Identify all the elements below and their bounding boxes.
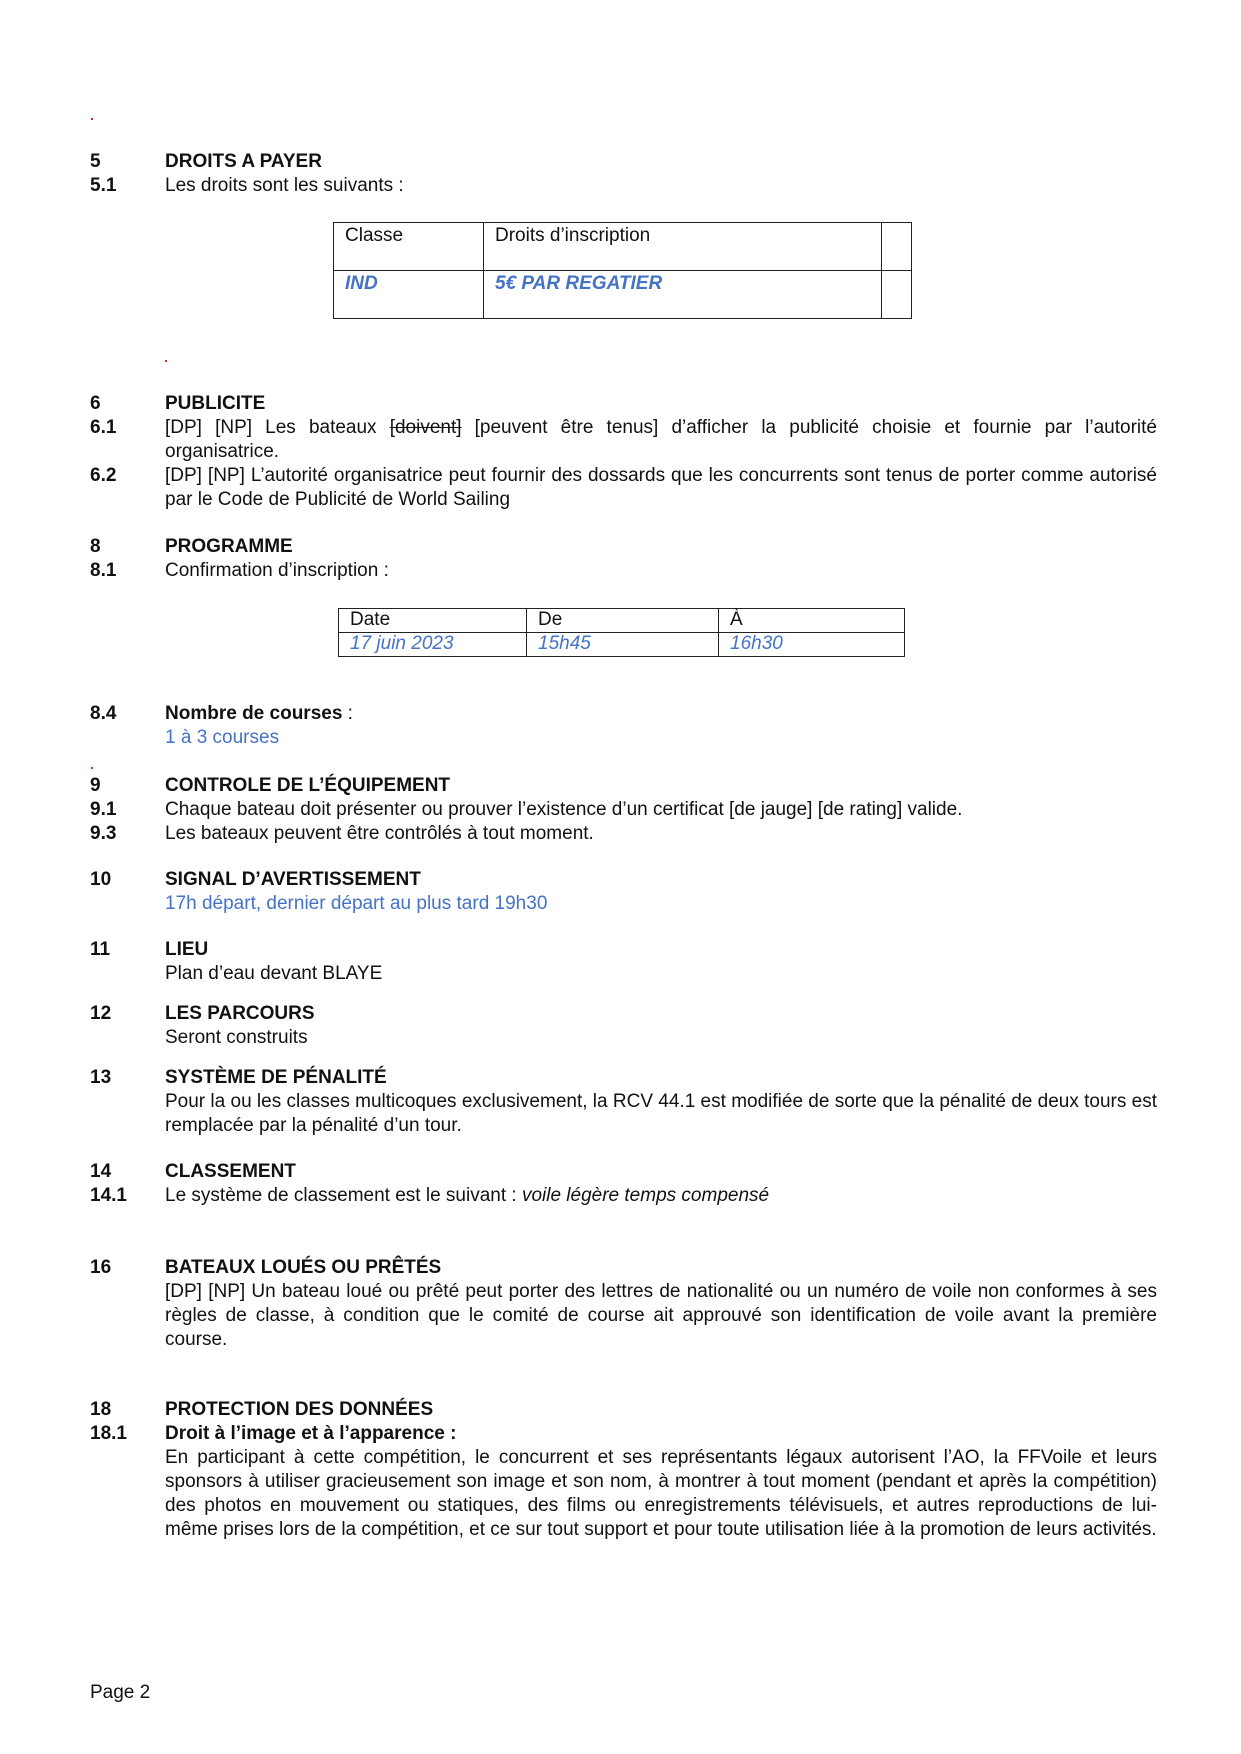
schedule-header-to: À: [719, 609, 905, 633]
page-number: Page 2: [90, 1682, 151, 1703]
section-18-title: PROTECTION DES DONNÉES: [165, 1399, 434, 1420]
schedule-header-date: Date: [339, 609, 527, 633]
section-9-1-number: 9.1: [90, 799, 117, 820]
section-8-4-heading: [165, 702, 1157, 726]
section-5-1-number: 5.1: [90, 175, 117, 196]
schedule-cell-to: 16h30: [719, 633, 905, 657]
section-8-number: 8: [90, 536, 101, 557]
section-18-1-number: 18.1: [90, 1423, 127, 1444]
section-11-text: Plan d’eau devant BLAYE: [165, 963, 383, 984]
schedule-table-row: [339, 633, 905, 657]
section-8-title: PROGRAMME: [165, 536, 293, 557]
section-9-1-text: Chaque bateau doit présenter ou prouver l’existence d’un certificat [de jauge] [de rating] valide.: [165, 799, 963, 820]
section-6-1-struck-word: [doivent]: [389, 417, 462, 438]
schedule-header-from: De: [527, 609, 719, 633]
section-11-title: LIEU: [165, 939, 209, 960]
fees-header-fees: Droits d’inscription: [484, 223, 882, 271]
fees-table: [333, 222, 912, 319]
section-6-2-text: [DP] [NP] L’autorité organisatrice peut fournir des dossards que les concurrents sont tenus de porter comme autorisé par le Code de Publicité de World Sailing: [165, 465, 1157, 510]
section-12-number: 12: [90, 1003, 112, 1024]
section-6-1-text-after: [peuvent être tenus] d’afficher la publicité choisie et fournie par l’autorité organisatrice.: [165, 417, 1157, 462]
section-9-number: 9: [90, 775, 101, 796]
section-10-text: 17h départ, dernier départ au plus tard 19h30: [165, 893, 548, 914]
edit-mark: [91, 118, 93, 120]
fees-header-class: Classe: [334, 223, 484, 271]
section-16-title: BATEAUX LOUÉS OU PRÊTÉS: [165, 1257, 442, 1278]
section-5-number: 5: [90, 151, 101, 172]
section-8-1-text: Confirmation d’inscription :: [165, 560, 389, 581]
section-11-number: 11: [90, 939, 111, 960]
fees-header-empty: [882, 223, 912, 271]
section-8-1-number: 8.1: [90, 560, 117, 581]
section-13-text: Pour la ou les classes multicoques exclusivement, la RCV 44.1 est modifiée de sorte que la pénalité de deux tours est remplacée par la pénalité d’un tour.: [165, 1091, 1157, 1136]
section-8-4-colon: :: [342, 703, 353, 724]
section-14-1-text: [165, 1184, 1157, 1208]
section-6-2-number: 6.2: [90, 465, 117, 486]
section-14-1-number: 14.1: [90, 1185, 127, 1206]
fees-cell-class: IND: [334, 271, 484, 319]
section-13-number: 13: [90, 1067, 112, 1088]
section-18-1-title: Droit à l’image et à l’apparence :: [165, 1423, 457, 1444]
section-5-1-text: Les droits sont les suivants :: [165, 175, 404, 196]
section-14-1-text-main: Le système de classement est le suivant :: [165, 1185, 522, 1206]
section-9-3-number: 9.3: [90, 823, 117, 844]
section-10-title: SIGNAL D’AVERTISSEMENT: [165, 869, 421, 890]
section-9-title: CONTROLE DE L’ÉQUIPEMENT: [165, 775, 451, 796]
section-6-title: PUBLICITE: [165, 393, 266, 414]
edit-mark: [91, 767, 93, 769]
section-8-4-value: 1 à 3 courses: [165, 727, 280, 748]
section-6-number: 6: [90, 393, 101, 414]
section-12-text: Seront construits: [165, 1027, 308, 1048]
fees-table-header-row: [334, 223, 912, 271]
section-8-4-title: Nombre de courses: [165, 703, 343, 724]
section-9-3-text: Les bateaux peuvent être contrôlés à tout moment.: [165, 823, 594, 844]
fees-table-row: [334, 271, 912, 319]
fees-cell-amount: 5€ PAR REGATIER: [484, 271, 882, 319]
schedule-cell-date: 17 juin 2023: [339, 633, 527, 657]
section-16-number: 16: [90, 1257, 112, 1278]
section-12-title: LES PARCOURS: [165, 1003, 315, 1024]
schedule-table: [338, 608, 905, 657]
section-14-1-text-italic: voile légère temps compensé: [521, 1185, 770, 1206]
section-16-text: [DP] [NP] Un bateau loué ou prêté peut porter des lettres de nationalité ou un numéro de voile non conformes à ses règles de classe, à condition que le comité de course ait approuvé son identification de voile avant la première course.: [165, 1281, 1157, 1350]
schedule-cell-from: 15h45: [527, 633, 719, 657]
section-10-number: 10: [90, 869, 112, 890]
section-8-4-number: 8.4: [90, 703, 117, 724]
section-18-number: 18: [90, 1399, 112, 1420]
section-18-1-text: En participant à cette compétition, le concurrent et ses représentants légaux autorisent l’AO, la FFVoile et leurs sponsors à utiliser gracieusement son image et son nom, à montrer à tout moment (pendant et après la compétition) des photos en mouvement ou statiques, des films ou enregistrements télévisuels, et autres reproductions de lui-même prises lors de la compétition, et ce sur tout support et pour toute utilisation liée à la promotion de leurs activités.: [165, 1447, 1157, 1540]
schedule-table-header-row: [339, 609, 905, 633]
section-6-1-text: [165, 416, 1157, 464]
edit-mark: [165, 360, 167, 362]
section-13-title: SYSTÈME DE PÉNALITÉ: [165, 1067, 387, 1088]
section-6-1-text-before: [DP] [NP] Les bateaux: [165, 417, 390, 438]
section-6-1-number: 6.1: [90, 417, 117, 438]
section-5-title: DROITS A PAYER: [165, 151, 322, 172]
section-14-title: CLASSEMENT: [165, 1161, 296, 1182]
fees-cell-empty: [882, 271, 912, 319]
section-14-number: 14: [90, 1161, 112, 1182]
